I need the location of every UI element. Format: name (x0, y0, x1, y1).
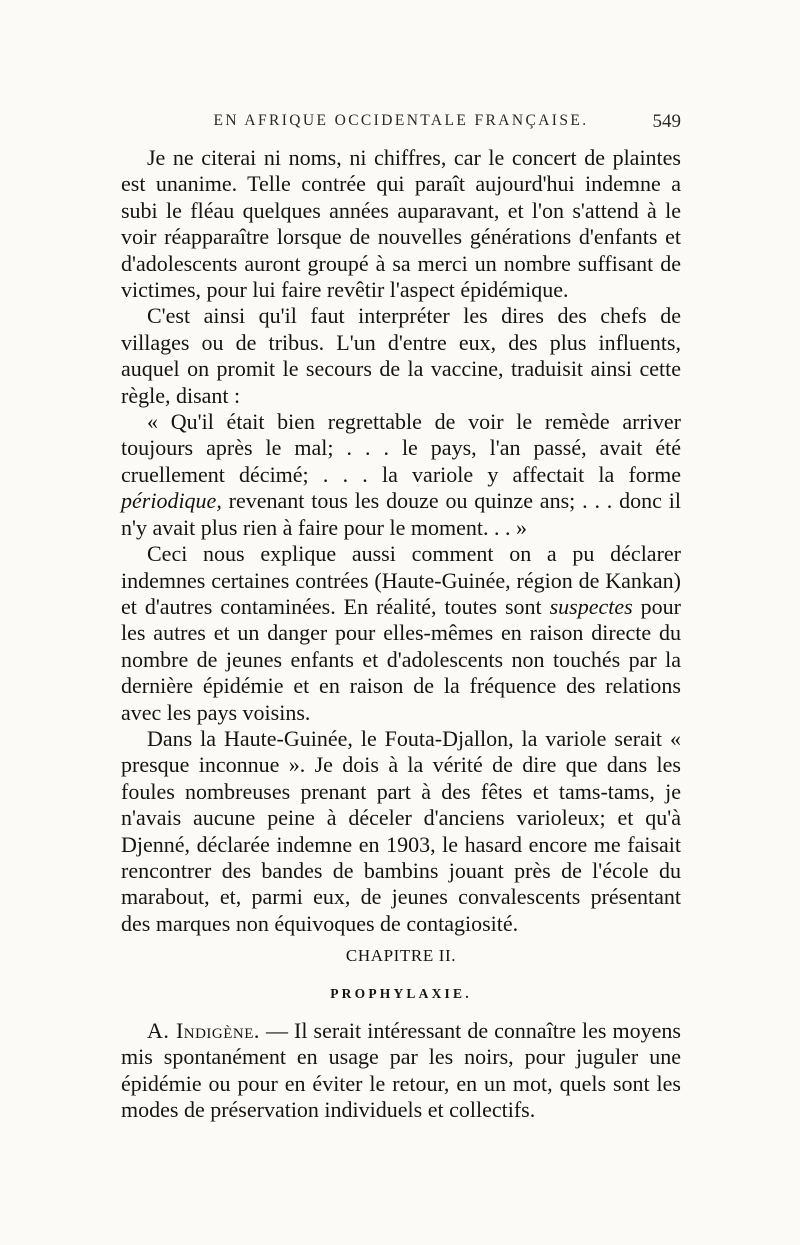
body-text (121, 145, 681, 937)
section-a (121, 1018, 681, 1124)
paragraph (121, 145, 681, 303)
paragraph-text: Je ne citerai ni noms, ni chiffres, car le concert de plaintes est unanime. Telle contrée qui paraît aujourd'hui indemne a subi le fléau quelques années auparavant, et l'on s'attend à le voir réapparaître lorsque de nouvelles générations d'enfants et d'adolescents auront groupé à sa merci un nombre suffisant de victimes, pour lui faire revêtir l'aspect épidémique. (121, 145, 681, 303)
running-title: EN AFRIQUE OCCIDENTALE FRANÇAISE. (213, 112, 589, 129)
paragraph-text: revenant tous les douze ou quinze ans; . . . donc il n'y avait plus rien à faire pour le moment. . . » (121, 488, 681, 540)
italic-term: périodique, (121, 488, 222, 514)
section-label: A. Indigène. (147, 1018, 260, 1043)
running-head (121, 112, 681, 142)
chapter-subtitle: PROPHYLAXIE. (330, 986, 472, 1001)
italic-term: suspectes (549, 593, 633, 619)
paragraph (121, 303, 681, 409)
paragraph (121, 1018, 681, 1124)
paragraph-text: Dans la Haute-Guinée, le Fouta-Djallon, la variole serait « presque inconnue ». Je dois à la vérité de dire que dans les foules nombreuses prenant part à des fêtes et tams-tams, je n'avais aucune peine à déceler d'anciens varioleux; et qu'à Djenné, déclarée indemne en 1903, le hasard encore me faisait rencontrer des bandes de bambins jouant près de l'école du marabout, et, parmi eux, de jeunes convalescents présentant des marques non équivoques de contagiosité. (121, 725, 681, 936)
paragraph-text: Ceci nous explique aussi comment on a pu déclarer indemnes certaines contrées (Haute-Guinée, région de Kankan) et d'autres contaminées. En réalité, toutes sont (121, 541, 681, 619)
page-number: 549 (652, 111, 681, 132)
paragraph (121, 541, 681, 726)
paragraph-text: pour les autres et un danger pour elles-mêmes en raison directe du nombre de jeunes enfants et d'adolescents non touchés par la dernière épidémie et en raison de la fréquence des relations avec les pays voisins. (121, 593, 681, 725)
paragraph (121, 726, 681, 937)
paragraph-text: C'est ainsi qu'il faut interpréter les dires des chefs de villages ou de tribus. L'un d'entre eux, des plus influents, auquel on promit le secours de la vaccine, traduisit ainsi cette règle, disant : (121, 303, 681, 408)
quotation-paragraph (121, 409, 681, 541)
chapter-heading: CHAPITRE II. (345, 946, 457, 965)
paragraph-text: « Qu'il était bien regrettable de voir le remède arriver toujours après le mal; . . . le pays, l'an passé, avait été cruellement décimé; . . . la variole y affectait la forme (121, 409, 681, 487)
paragraph-text: — Il serait intéressant de connaître les moyens mis spontanément en usage par les noirs, pour juguler une épidémie ou pour en éviter le retour, en un mot, quels sont les modes de préservation individuels et collectifs. (121, 1018, 681, 1123)
